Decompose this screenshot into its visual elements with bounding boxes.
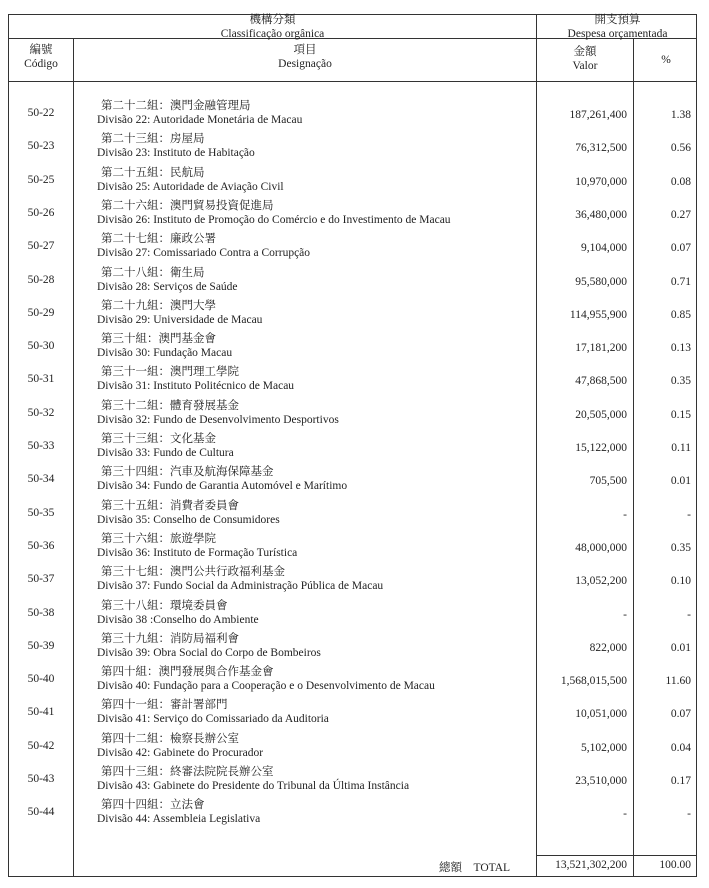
row-pt: Divisão 37: Fundo Social da Administração Pública de Macau bbox=[97, 580, 384, 593]
code-header bbox=[9, 43, 73, 71]
row-zh: 第四十二組：檢察長辦公室 bbox=[101, 732, 239, 745]
table-row bbox=[9, 297, 698, 330]
row-pct: 0.17 bbox=[670, 775, 691, 787]
row-pct: 0.27 bbox=[670, 208, 691, 221]
row-pt: Divisão 35: Conselho de Consumidores bbox=[97, 513, 280, 526]
row-pt: Divisão 43: Gabinete do Presidente do Tribunal da Última Instância bbox=[97, 780, 410, 792]
row-value: 9,104,000 bbox=[581, 242, 627, 255]
row-pct: 0.35 bbox=[670, 375, 691, 388]
row-code: 50-37 bbox=[27, 573, 55, 586]
header-zh: 開支預算 bbox=[594, 14, 641, 26]
header-zh: 項目 bbox=[293, 44, 317, 56]
table-row bbox=[9, 497, 698, 530]
row-code: 50-23 bbox=[27, 140, 55, 153]
row-value: 47,868,500 bbox=[575, 375, 627, 388]
row-zh: 第三十八組：環境委員會 bbox=[101, 599, 228, 612]
row-code: 50-33 bbox=[27, 440, 55, 452]
row-pt: Divisão 32: Fundo de Desenvolvimento Desportivos bbox=[97, 413, 339, 426]
row-zh: 第三十七組：澳門公共行政福利基金 bbox=[101, 566, 285, 579]
row-pct: 0.71 bbox=[670, 275, 691, 288]
row-zh: 第三十四組：汽車及航海保障基金 bbox=[101, 466, 274, 479]
row-code: 50-25 bbox=[27, 173, 55, 186]
row-pct: 0.07 bbox=[670, 242, 691, 255]
row-code: 50-35 bbox=[27, 506, 55, 519]
table-row bbox=[9, 197, 698, 230]
row-pct: 0.35 bbox=[670, 541, 691, 554]
header-zh: 機構分類 bbox=[249, 14, 296, 26]
divider bbox=[9, 81, 696, 82]
row-code: 50-22 bbox=[27, 107, 55, 119]
row-zh: 第二十八組：衛生局 bbox=[101, 266, 205, 279]
row-value: - bbox=[623, 808, 627, 821]
row-code: 50-39 bbox=[27, 639, 55, 652]
row-value: 13,052,200 bbox=[575, 575, 627, 588]
row-value: 23,510,000 bbox=[575, 775, 627, 787]
row-pt: Divisão 31: Instituto Politécnico de Macau bbox=[97, 380, 295, 393]
row-pt: Divisão 39: Obra Social do Corpo de Bombeiros bbox=[97, 646, 321, 659]
row-zh: 第三十二組：體育發展基金 bbox=[101, 399, 239, 412]
row-code: 50-41 bbox=[27, 706, 55, 719]
row-zh: 第三十六組：旅遊學院 bbox=[101, 532, 216, 545]
table-row bbox=[9, 363, 698, 396]
row-value: 10,051,000 bbox=[575, 708, 627, 721]
row-value: 36,480,000 bbox=[575, 208, 627, 221]
total-percent: 100.00 bbox=[659, 859, 691, 871]
table-row bbox=[9, 264, 698, 297]
row-pct: - bbox=[687, 608, 691, 621]
header-zh: 編號 bbox=[29, 44, 53, 56]
row-value: 95,580,000 bbox=[575, 275, 627, 288]
row-pct: 0.15 bbox=[670, 408, 691, 421]
row-zh: 第三十組：澳門基金會 bbox=[101, 333, 216, 346]
row-pt: Divisão 40: Fundação para a Cooperação e o Desenvolvimento de Macau bbox=[97, 680, 435, 693]
row-pt: Divisão 38 :Conselho do Ambiente bbox=[97, 613, 259, 626]
row-value: 10,970,000 bbox=[575, 175, 627, 188]
divider bbox=[536, 855, 696, 856]
row-code: 50-36 bbox=[27, 539, 55, 552]
table-row bbox=[9, 330, 698, 363]
row-pct: 0.08 bbox=[670, 175, 691, 188]
table-row bbox=[9, 563, 698, 596]
row-pt: Divisão 30: Fundação Macau bbox=[97, 347, 233, 360]
row-value: 187,261,400 bbox=[569, 109, 627, 121]
row-zh: 第二十三組：房屋局 bbox=[101, 133, 205, 146]
table-row bbox=[9, 97, 698, 130]
table-row bbox=[9, 130, 698, 163]
row-pt: Divisão 34: Fundo de Garantia Automóvel e Marítimo bbox=[97, 480, 348, 493]
table-row bbox=[9, 397, 698, 430]
header-pt: Valor bbox=[572, 60, 598, 72]
row-pt: Divisão 41: Serviço do Comissariado da Auditoria bbox=[97, 713, 329, 726]
row-zh: 第四十一組：審計署部門 bbox=[101, 699, 228, 712]
row-value: 1,568,015,500 bbox=[560, 675, 627, 688]
total-label bbox=[439, 859, 510, 875]
table-row bbox=[9, 663, 698, 696]
row-zh: 第四十組：澳門發展與合作基金會 bbox=[101, 666, 274, 679]
row-code: 50-30 bbox=[27, 340, 55, 353]
row-pt: Divisão 36: Instituto de Formação Turística bbox=[97, 546, 298, 559]
row-pct: 0.01 bbox=[670, 475, 691, 488]
header-pt: Código bbox=[24, 58, 58, 70]
value-header bbox=[537, 45, 633, 73]
row-pt: Divisão 28: Serviços de Saúde bbox=[97, 280, 238, 293]
table-row bbox=[9, 463, 698, 496]
row-zh: 第二十七組：廉政公署 bbox=[101, 233, 216, 246]
row-pt: Divisão 33: Fundo de Cultura bbox=[97, 447, 234, 459]
row-value: 48,000,000 bbox=[575, 541, 627, 554]
row-value: 76,312,500 bbox=[575, 142, 627, 155]
row-zh: 第三十九組：消防局福利會 bbox=[101, 632, 239, 645]
table-row bbox=[9, 696, 698, 729]
row-pct: 0.56 bbox=[670, 142, 691, 155]
table-row bbox=[9, 796, 698, 829]
percent-header: % bbox=[661, 54, 671, 66]
row-pct: 0.07 bbox=[670, 708, 691, 721]
row-zh: 第三十一組：澳門理工學院 bbox=[101, 366, 239, 379]
row-pt: Divisão 44: Assembleia Legislativa bbox=[97, 813, 261, 826]
row-value: 822,000 bbox=[589, 641, 627, 654]
row-pct: - bbox=[687, 508, 691, 521]
table-row bbox=[9, 730, 698, 763]
row-code: 50-42 bbox=[27, 739, 55, 752]
total-value: 13,521,302,200 bbox=[555, 859, 627, 871]
table-row bbox=[9, 530, 698, 563]
row-code: 50-28 bbox=[27, 273, 55, 286]
total-label-zh: 總額 bbox=[439, 862, 462, 874]
table-row bbox=[9, 164, 698, 197]
row-code: 50-32 bbox=[27, 406, 55, 419]
row-pct: 0.04 bbox=[670, 741, 691, 754]
row-value: 5,102,000 bbox=[581, 741, 627, 754]
budget-table bbox=[8, 14, 697, 877]
table-row bbox=[9, 230, 698, 263]
row-code: 50-43 bbox=[27, 773, 55, 785]
row-zh: 第四十四組：立法會 bbox=[101, 799, 205, 812]
row-pct: 0.10 bbox=[670, 575, 691, 588]
header-zh: 金額 bbox=[573, 46, 597, 58]
table-row bbox=[9, 597, 698, 630]
row-pt: Divisão 29: Universidade de Macau bbox=[97, 313, 263, 326]
row-pt: Divisão 27: Comissariado Contra a Corrupção bbox=[97, 247, 311, 260]
budget-header bbox=[537, 13, 698, 41]
header-pt: Designação bbox=[278, 58, 332, 70]
row-pt: Divisão 42: Gabinete do Procurador bbox=[97, 746, 264, 759]
row-code: 50-44 bbox=[27, 806, 55, 819]
row-value: - bbox=[623, 508, 627, 521]
row-value: 705,500 bbox=[589, 475, 627, 488]
row-zh: 第三十三組：文化基金 bbox=[101, 433, 216, 445]
row-pct: - bbox=[687, 808, 691, 821]
header-pt: Despesa orçamentada bbox=[567, 28, 668, 40]
table-row bbox=[9, 430, 698, 463]
org-classification-header bbox=[9, 13, 536, 41]
row-value: 114,955,900 bbox=[569, 308, 627, 321]
row-pct: 0.11 bbox=[671, 442, 691, 454]
row-value: 17,181,200 bbox=[575, 342, 627, 355]
row-code: 50-29 bbox=[27, 306, 55, 319]
designation-header bbox=[74, 43, 536, 71]
row-zh: 第二十五組：民航局 bbox=[101, 166, 205, 179]
row-zh: 第四十三組：終審法院院長辦公室 bbox=[101, 766, 274, 778]
row-pct: 0.01 bbox=[670, 641, 691, 654]
row-zh: 第二十九組：澳門大學 bbox=[101, 299, 216, 312]
row-pt: Divisão 22: Autoridade Monetária de Macau bbox=[97, 114, 303, 126]
row-pct: 0.13 bbox=[670, 342, 691, 355]
row-zh: 第二十二組：澳門金融管理局 bbox=[101, 100, 251, 112]
header-pt: Classificação orgânica bbox=[220, 28, 325, 40]
row-pct: 1.38 bbox=[670, 109, 691, 121]
row-value: 20,505,000 bbox=[575, 408, 627, 421]
row-pt: Divisão 25: Autoridade de Aviação Civil bbox=[97, 180, 284, 193]
row-value: 15,122,000 bbox=[575, 442, 627, 454]
row-code: 50-38 bbox=[27, 606, 55, 619]
row-pt: Divisão 23: Instituto de Habitação bbox=[97, 147, 255, 160]
row-zh: 第二十六組：澳門貿易投資促進局 bbox=[101, 199, 274, 212]
row-value: - bbox=[623, 608, 627, 621]
row-zh: 第三十五組：消費者委員會 bbox=[101, 499, 239, 512]
table-row bbox=[9, 630, 698, 663]
row-pt: Divisão 26: Instituto de Promoção do Comércio e do Investimento de Macau bbox=[97, 213, 451, 226]
row-pct: 11.60 bbox=[665, 675, 691, 688]
row-code: 50-31 bbox=[27, 373, 55, 386]
row-code: 50-27 bbox=[27, 240, 55, 253]
table-row bbox=[9, 763, 698, 796]
row-code: 50-26 bbox=[27, 206, 55, 219]
row-code: 50-34 bbox=[27, 473, 55, 486]
row-pct: 0.85 bbox=[670, 308, 691, 321]
row-code: 50-40 bbox=[27, 673, 55, 686]
total-label-pt: TOTAL bbox=[473, 862, 511, 874]
